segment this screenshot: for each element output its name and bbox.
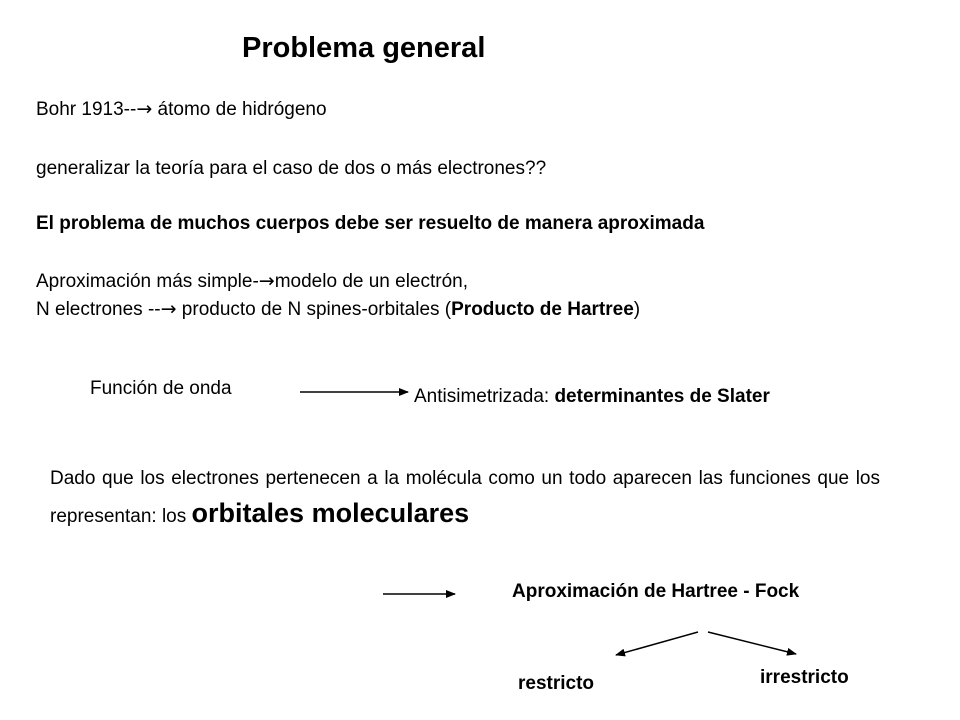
wave-function-label: Función de onda <box>90 378 232 399</box>
hartree-fock-label: Aproximación de Hartree - Fock <box>512 581 800 602</box>
generalize-line: generalizar la teoría para el caso de dos o más electrones?? <box>36 158 547 179</box>
many-body-line: El problema de muchos cuerpos debe ser resuelto de manera aproximada <box>36 213 705 234</box>
restricted-branch-arrow <box>616 632 698 655</box>
page-title: Problema general <box>242 32 486 64</box>
right-arrow-icon: → <box>136 98 153 120</box>
one-electron-model-text: modelo de un electrón, <box>274 271 469 292</box>
restricted-label: restricto <box>518 673 595 694</box>
paragraph-text: Dado que los electrones pertenecen a la molécula como un todo aparecen las funciones que los representan: los <box>50 468 880 527</box>
n-electrons-text: N electrones -- <box>36 299 161 320</box>
unrestricted-label: irrestricto <box>760 667 849 688</box>
hartree-product-text: Producto de Hartree <box>451 299 634 320</box>
right-arrow-icon: → <box>258 270 275 292</box>
bohr-text: Bohr 1913-- <box>36 99 137 120</box>
bohr-hydrogen-text: átomo de hidrógeno <box>152 99 327 120</box>
unrestricted-branch-arrow <box>708 632 796 654</box>
right-arrow-icon: → <box>160 298 177 320</box>
slater-determinants-text: determinantes de Slater <box>554 386 770 407</box>
approx-text: Aproximación más simple- <box>36 271 259 292</box>
antisymmetrized-text: Antisimetrizada: <box>414 386 555 407</box>
molecular-orbitals-text: orbitales moleculares <box>191 498 470 528</box>
product-text: producto de N spines-orbitales ( <box>176 299 452 320</box>
close-paren-text: ) <box>633 299 641 320</box>
